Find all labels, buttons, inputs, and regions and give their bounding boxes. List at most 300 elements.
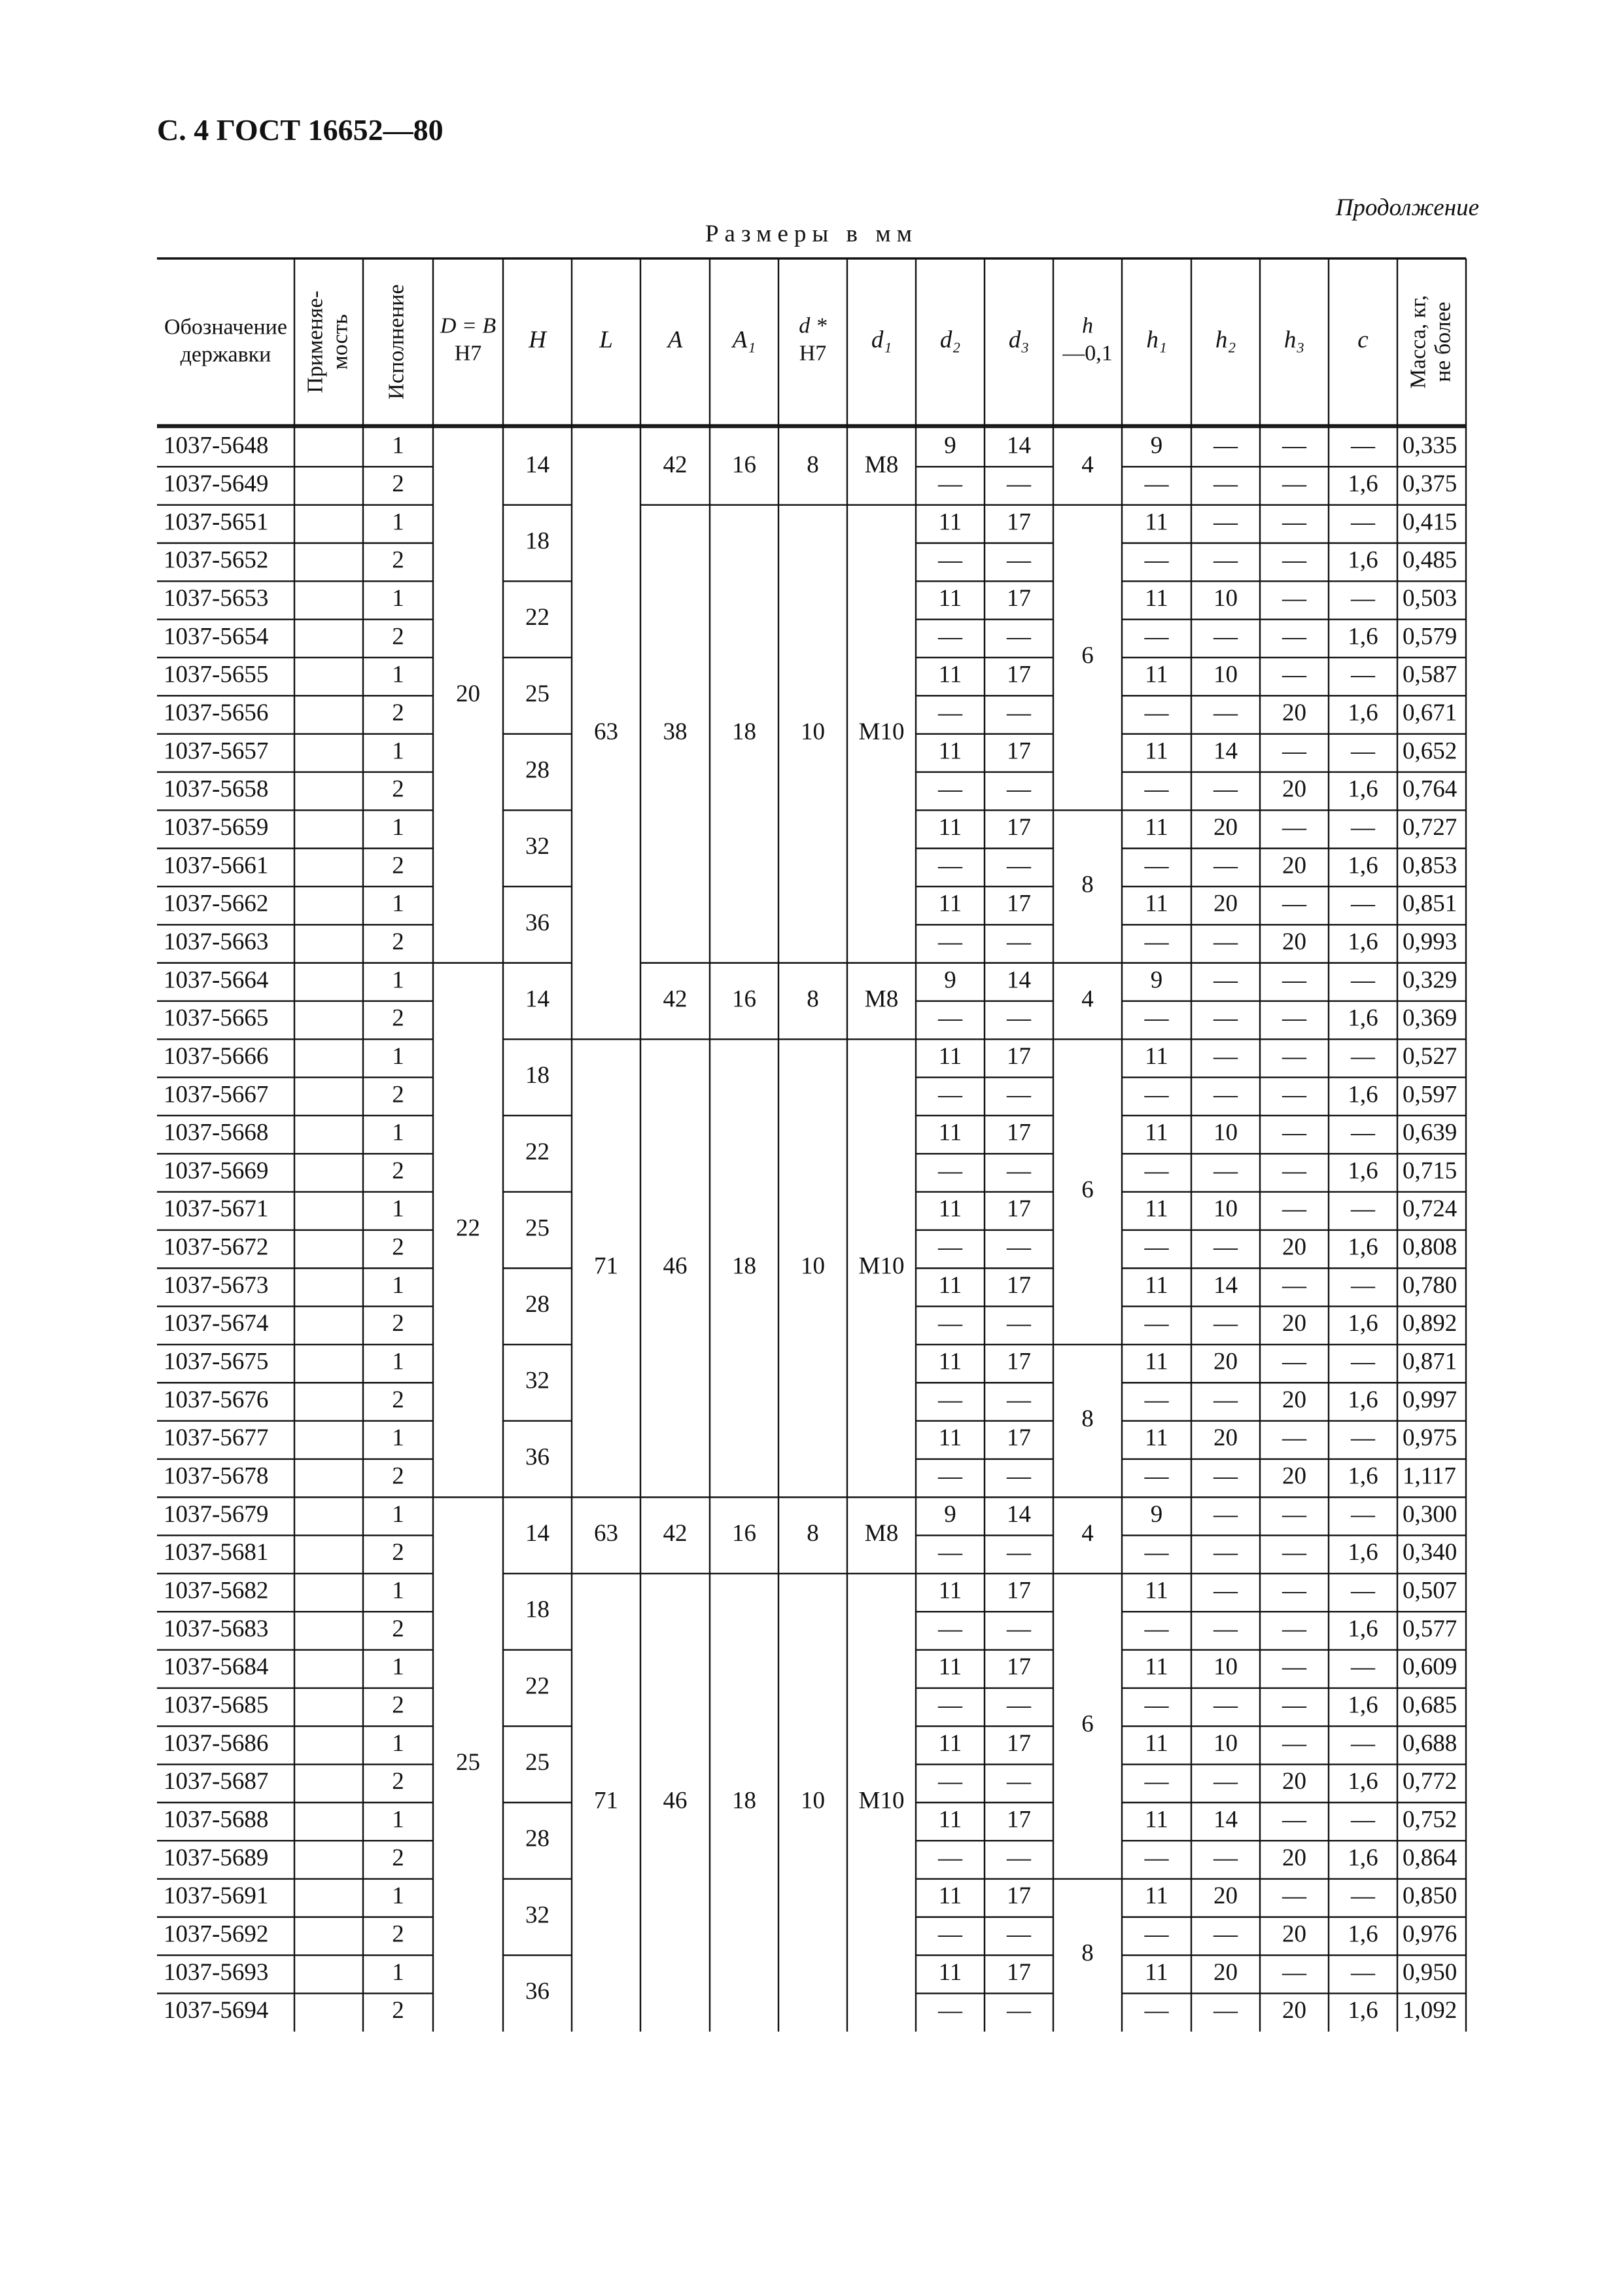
cell-mass: 0,329 — [1403, 966, 1457, 994]
cell-version: 2 — [392, 1920, 404, 1948]
cell-H: 25 — [525, 1749, 550, 1776]
cell-mass: 0,727 — [1403, 813, 1457, 841]
cell-h3: — — [1282, 1958, 1306, 1986]
cell-version: 1 — [392, 966, 404, 994]
cell-d3: — — [1007, 1233, 1031, 1261]
cell-h: 4 — [1081, 985, 1094, 1013]
cell-mass: 0,997 — [1403, 1386, 1457, 1413]
cell-version: 2 — [392, 1004, 404, 1032]
cell-h2: — — [1213, 1920, 1238, 1948]
cell-h2: 20 — [1213, 1958, 1238, 1986]
cell-designation: 1037-5671 — [164, 1195, 269, 1223]
cell-c: — — [1351, 1119, 1375, 1146]
cell-d2: — — [938, 1920, 962, 1948]
cell-d3: 17 — [1007, 508, 1031, 536]
cell-mass: 0,597 — [1403, 1081, 1457, 1108]
cell-d2: 11 — [938, 813, 962, 841]
cell-mass: 0,871 — [1403, 1348, 1457, 1375]
cell-H: 22 — [525, 1138, 550, 1165]
cell-h: 6 — [1081, 642, 1094, 669]
cell-version: 1 — [392, 1042, 404, 1070]
cell-d3: — — [1007, 1081, 1031, 1108]
cell-h1: 9 — [1150, 432, 1163, 459]
cell-h3: 20 — [1282, 852, 1306, 879]
cell-d3: 17 — [1007, 890, 1031, 917]
cell-h2: — — [1213, 928, 1238, 955]
page-title: С. 4 ГОСТ 16652—80 — [157, 113, 444, 147]
cell-h2: — — [1213, 546, 1238, 574]
cell-c: — — [1351, 1424, 1375, 1452]
cell-h3: — — [1282, 661, 1306, 688]
cell-mass: 0,415 — [1403, 508, 1457, 536]
cell-designation: 1037-5654 — [164, 623, 269, 650]
cell-d2: — — [938, 1768, 962, 1795]
cell-mass: 0,375 — [1403, 470, 1457, 497]
cell-h3: — — [1282, 1577, 1306, 1604]
cell-version: 2 — [392, 928, 404, 955]
cell-h2: — — [1213, 1462, 1238, 1490]
cell-mass: 0,715 — [1403, 1157, 1457, 1184]
cell-h3: — — [1282, 1615, 1306, 1642]
cell-H: 22 — [525, 1672, 550, 1700]
cell-h3: — — [1282, 1119, 1306, 1146]
cell-d3: 14 — [1007, 966, 1031, 994]
cell-version: 1 — [392, 1195, 404, 1223]
cell-d2: 11 — [938, 1653, 962, 1681]
cell-d2: 11 — [938, 1042, 962, 1070]
cell-h2: 10 — [1213, 1119, 1238, 1146]
cell-h3: 20 — [1282, 775, 1306, 803]
header-version: Исполнение — [384, 284, 409, 400]
cell-d3: 17 — [1007, 1729, 1031, 1757]
cell-h2: 10 — [1213, 1729, 1238, 1757]
cell-designation: 1037-5665 — [164, 1004, 269, 1032]
cell-h1: 11 — [1145, 737, 1168, 765]
cell-c: 1,6 — [1348, 775, 1378, 803]
cell-d2: 9 — [944, 966, 956, 994]
cell-mass: 0,335 — [1403, 432, 1457, 459]
cell-mass: 0,892 — [1403, 1310, 1457, 1337]
cell-d3: 17 — [1007, 1577, 1031, 1604]
cell-designation: 1037-5672 — [164, 1233, 269, 1261]
cell-d2: — — [938, 1233, 962, 1261]
header-d3: d₃ — [1008, 326, 1030, 353]
cell-designation: 1037-5682 — [164, 1577, 269, 1604]
cell-c: — — [1351, 661, 1375, 688]
cell-version: 1 — [392, 737, 404, 765]
cell-version: 1 — [392, 1653, 404, 1681]
cell-h3: — — [1282, 432, 1306, 459]
cell-h1: 11 — [1145, 1882, 1168, 1910]
cell-H: 18 — [525, 1062, 550, 1089]
header-h2: h₂ — [1215, 326, 1236, 353]
cell-designation: 1037-5664 — [164, 966, 269, 994]
cell-d2: — — [938, 1844, 962, 1871]
cell-designation: 1037-5684 — [164, 1653, 269, 1681]
cell-mass: 0,300 — [1403, 1500, 1457, 1528]
cell-d2: — — [938, 928, 962, 955]
cell-d2: 11 — [938, 1119, 962, 1146]
cell-mass: 0,671 — [1403, 699, 1457, 726]
cell-d2: — — [938, 1004, 962, 1032]
cell-designation: 1037-5673 — [164, 1271, 269, 1299]
cell-h: 6 — [1081, 1710, 1094, 1738]
cell-h1: 11 — [1145, 508, 1168, 536]
cell-A1: 18 — [732, 1252, 756, 1280]
cell-mass: 0,639 — [1403, 1119, 1457, 1146]
cell-designation: 1037-5685 — [164, 1691, 269, 1719]
cell-d3: — — [1007, 1768, 1031, 1795]
cell-h3: 20 — [1282, 1462, 1306, 1490]
cell-h3: 20 — [1282, 699, 1306, 726]
cell-d: 8 — [807, 985, 819, 1013]
cell-d2: 11 — [938, 1882, 962, 1910]
cell-H: 22 — [525, 604, 550, 631]
cell-d3: — — [1007, 623, 1031, 650]
cell-version: 1 — [392, 661, 404, 688]
cell-d2: — — [938, 1081, 962, 1108]
cell-h1: — — [1144, 470, 1169, 497]
cell-h2: — — [1213, 432, 1238, 459]
cell-d3: 14 — [1007, 1500, 1031, 1528]
cell-version: 2 — [392, 1615, 404, 1642]
cell-h2: — — [1213, 1691, 1238, 1719]
cell-mass: 0,851 — [1403, 890, 1457, 917]
cell-mass: 0,808 — [1403, 1233, 1457, 1261]
cell-d2: — — [938, 1310, 962, 1337]
cell-d3: 17 — [1007, 1348, 1031, 1375]
header-A1: A₁ — [732, 326, 756, 353]
cell-h3: — — [1282, 1157, 1306, 1184]
cell-h2: 20 — [1213, 1882, 1238, 1910]
cell-d1: M10 — [858, 718, 905, 746]
cell-H: 14 — [525, 1520, 550, 1547]
header-applicability: мость — [328, 314, 353, 370]
cell-mass: 0,853 — [1403, 852, 1457, 879]
cell-version: 2 — [392, 546, 404, 574]
cell-d2: 11 — [938, 1806, 962, 1833]
cell-d1: M8 — [864, 451, 899, 478]
cell-version: 1 — [392, 1806, 404, 1833]
cell-h1: 11 — [1145, 890, 1168, 917]
header-mass: Масса, кг, — [1406, 294, 1431, 389]
cell-designation: 1037-5683 — [164, 1615, 269, 1642]
cell-d3: — — [1007, 1462, 1031, 1490]
cell-mass: 0,609 — [1403, 1653, 1457, 1681]
cell-h2: — — [1213, 1615, 1238, 1642]
cell-h3: — — [1282, 623, 1306, 650]
cell-h2: — — [1213, 699, 1238, 726]
cell-mass: 0,780 — [1403, 1271, 1457, 1299]
cell-d3: 17 — [1007, 1195, 1031, 1223]
cell-h1: 11 — [1145, 1653, 1168, 1681]
cell-h3: — — [1282, 1729, 1306, 1757]
cell-h2: 10 — [1213, 1195, 1238, 1223]
cell-version: 2 — [392, 699, 404, 726]
cell-version: 2 — [392, 1691, 404, 1719]
cell-d: 10 — [801, 1787, 825, 1814]
cell-d2: 11 — [938, 661, 962, 688]
cell-mass: 0,369 — [1403, 1004, 1457, 1032]
cell-h2: 10 — [1213, 1653, 1238, 1681]
cell-h2: — — [1213, 775, 1238, 803]
cell-version: 1 — [392, 1271, 404, 1299]
cell-version: 2 — [392, 852, 404, 879]
header-d: d * — [799, 313, 827, 338]
header-d1: d₁ — [871, 326, 892, 353]
cell-c: — — [1351, 508, 1375, 536]
cell-h3: — — [1282, 737, 1306, 765]
cell-c: 1,6 — [1348, 1997, 1378, 2024]
cell-h1: — — [1144, 1310, 1169, 1337]
cell-designation: 1037-5649 — [164, 470, 269, 497]
cell-designation: 1037-5661 — [164, 852, 269, 879]
cell-d2: 11 — [938, 1348, 962, 1375]
cell-h3: — — [1282, 890, 1306, 917]
cell-d2: — — [938, 1462, 962, 1490]
cell-h3: — — [1282, 584, 1306, 612]
cell-designation: 1037-5657 — [164, 737, 269, 765]
cell-h1: — — [1144, 699, 1169, 726]
cell-d2: — — [938, 852, 962, 879]
cell-h1: 11 — [1145, 661, 1168, 688]
header-L: L — [599, 326, 613, 353]
cell-H: 25 — [525, 1214, 550, 1242]
cell-c: 1,6 — [1348, 1004, 1378, 1032]
cell-h1: — — [1144, 1691, 1169, 1719]
cell-h2: — — [1213, 1997, 1238, 2024]
cell-H: 18 — [525, 527, 550, 555]
cell-c: — — [1351, 1882, 1375, 1910]
cell-mass: 0,975 — [1403, 1424, 1457, 1452]
cell-h1: — — [1144, 1920, 1169, 1948]
cell-d3: — — [1007, 470, 1031, 497]
cell-h1: — — [1144, 1768, 1169, 1795]
cell-mass: 0,579 — [1403, 623, 1457, 650]
cell-version: 1 — [392, 584, 404, 612]
cell-version: 2 — [392, 1462, 404, 1490]
cell-c: — — [1351, 1806, 1375, 1833]
cell-version: 2 — [392, 623, 404, 650]
cell-A1: 18 — [732, 718, 756, 746]
cell-h2: 14 — [1213, 1271, 1238, 1299]
cell-h2: 10 — [1213, 661, 1238, 688]
cell-d2: — — [938, 775, 962, 803]
cell-c: 1,6 — [1348, 1539, 1378, 1566]
cell-c: — — [1351, 1958, 1375, 1986]
cell-H: 28 — [525, 1825, 550, 1852]
cell-designation: 1037-5653 — [164, 584, 269, 612]
cell-h1: 11 — [1145, 1806, 1168, 1833]
cell-H: 18 — [525, 1596, 550, 1623]
cell-mass: 0,950 — [1403, 1958, 1457, 1986]
cell-mass: 0,993 — [1403, 928, 1457, 955]
cell-h2: 20 — [1213, 1424, 1238, 1452]
cell-h1: — — [1144, 1539, 1169, 1566]
cell-A: 38 — [663, 718, 688, 746]
cell-version: 2 — [392, 1233, 404, 1261]
cell-c: 1,6 — [1348, 623, 1378, 650]
cell-d2: 11 — [938, 1958, 962, 1986]
cell-version: 1 — [392, 1882, 404, 1910]
cell-c: 1,6 — [1348, 1233, 1378, 1261]
cell-version: 2 — [392, 1386, 404, 1413]
cell-d3: — — [1007, 1004, 1031, 1032]
cell-version: 2 — [392, 1997, 404, 2024]
cell-version: 2 — [392, 1539, 404, 1566]
header-h: h — [1082, 313, 1093, 338]
header-A: A — [667, 326, 683, 353]
cell-h2: — — [1213, 1042, 1238, 1070]
header-c: c — [1357, 326, 1369, 353]
cell-H: 25 — [525, 680, 550, 707]
cell-mass: 1,117 — [1403, 1462, 1456, 1490]
cell-H: 32 — [525, 1367, 550, 1394]
cell-d3: 17 — [1007, 1958, 1031, 1986]
header-h3: h₃ — [1283, 326, 1305, 353]
cell-c: — — [1351, 1348, 1375, 1375]
cell-h3: — — [1282, 1081, 1306, 1108]
cell-d2: 11 — [938, 890, 962, 917]
cell-h1: — — [1144, 928, 1169, 955]
cell-h3: 20 — [1282, 928, 1306, 955]
cell-c: — — [1351, 1577, 1375, 1604]
cell-designation: 1037-5681 — [164, 1539, 269, 1566]
cell-h3: 20 — [1282, 1233, 1306, 1261]
cell-h1: 11 — [1145, 1195, 1168, 1223]
cell-mass: 0,764 — [1403, 775, 1457, 803]
cell-h1: — — [1144, 546, 1169, 574]
cell-c: 1,6 — [1348, 852, 1378, 879]
cell-H: 32 — [525, 833, 550, 860]
cell-d1: M10 — [858, 1252, 905, 1280]
cell-d: 10 — [801, 1252, 825, 1280]
cell-designation: 1037-5651 — [164, 508, 269, 536]
cell-A: 42 — [663, 985, 688, 1013]
cell-L: 63 — [594, 718, 618, 746]
header-d2: d₂ — [939, 326, 961, 353]
cell-version: 1 — [392, 1729, 404, 1757]
cell-version: 2 — [392, 1844, 404, 1871]
cell-version: 1 — [392, 1424, 404, 1452]
cell-designation: 1037-5689 — [164, 1844, 269, 1871]
cell-designation: 1037-5694 — [164, 1997, 269, 2024]
header-applicability: Применяе- — [303, 291, 328, 393]
cell-h2: — — [1213, 470, 1238, 497]
cell-designation: 1037-5662 — [164, 890, 269, 917]
cell-H: 32 — [525, 1901, 550, 1929]
cell-c: — — [1351, 1042, 1375, 1070]
cell-version: 1 — [392, 432, 404, 459]
cell-d2: 9 — [944, 1500, 956, 1528]
cell-d3: — — [1007, 1844, 1031, 1871]
cell-h1: — — [1144, 1615, 1169, 1642]
cell-h1: — — [1144, 852, 1169, 879]
continuation-label: Продолжение — [1335, 194, 1479, 221]
cell-h2: 14 — [1213, 1806, 1238, 1833]
cell-d3: — — [1007, 699, 1031, 726]
cell-h2: 20 — [1213, 890, 1238, 917]
cell-designation: 1037-5667 — [164, 1081, 269, 1108]
cell-h2: — — [1213, 1768, 1238, 1795]
cell-H: 36 — [525, 1443, 550, 1471]
cell-d3: 17 — [1007, 1424, 1031, 1452]
cell-designation: 1037-5668 — [164, 1119, 269, 1146]
cell-version: 1 — [392, 1119, 404, 1146]
cell-c: 1,6 — [1348, 1768, 1378, 1795]
cell-A: 42 — [663, 451, 688, 478]
cell-h3: — — [1282, 1424, 1306, 1452]
cell-h1: — — [1144, 623, 1169, 650]
cell-L: 71 — [594, 1787, 618, 1814]
cell-designation: 1037-5688 — [164, 1806, 269, 1833]
cell-c: — — [1351, 432, 1375, 459]
cell-h3: 20 — [1282, 1997, 1306, 2024]
cell-d3: — — [1007, 775, 1031, 803]
cell-designation: 1037-5691 — [164, 1882, 269, 1910]
cell-mass: 0,485 — [1403, 546, 1457, 574]
cell-c: 1,6 — [1348, 699, 1378, 726]
cell-mass: 0,503 — [1403, 584, 1457, 612]
cell-d2: — — [938, 1539, 962, 1566]
cell-h3: 20 — [1282, 1386, 1306, 1413]
cell-h2: — — [1213, 1081, 1238, 1108]
cell-designation: 1037-5658 — [164, 775, 269, 803]
cell-mass: 0,724 — [1403, 1195, 1457, 1223]
cell-d2: — — [938, 1157, 962, 1184]
cell-d1: M10 — [858, 1787, 905, 1814]
cell-H: 28 — [525, 1291, 550, 1318]
cell-H: 36 — [525, 1978, 550, 2005]
header-D: D = B — [440, 313, 497, 338]
cell-mass: 0,340 — [1403, 1539, 1457, 1566]
cell-designation: 1037-5692 — [164, 1920, 269, 1948]
cell-h1: — — [1144, 1386, 1169, 1413]
header-h1: h₁ — [1146, 326, 1167, 353]
cell-A1: 16 — [732, 985, 756, 1013]
cell-designation: 1037-5666 — [164, 1042, 269, 1070]
cell-d3: — — [1007, 852, 1031, 879]
cell-designation: 1037-5675 — [164, 1348, 269, 1375]
cell-h: 4 — [1081, 1520, 1094, 1547]
cell-c: — — [1351, 1729, 1375, 1757]
cell-H: 14 — [525, 985, 550, 1013]
cell-D: 22 — [456, 1214, 480, 1242]
cell-c: — — [1351, 1500, 1375, 1528]
cell-designation: 1037-5686 — [164, 1729, 269, 1757]
cell-version: 1 — [392, 1348, 404, 1375]
cell-d2: 11 — [938, 1577, 962, 1604]
cell-d3: — — [1007, 546, 1031, 574]
cell-d2: — — [938, 1997, 962, 2024]
cell-designation: 1037-5679 — [164, 1500, 269, 1528]
cell-h: 8 — [1081, 871, 1094, 898]
cell-version: 1 — [392, 1577, 404, 1604]
cell-h3: — — [1282, 1271, 1306, 1299]
cell-c: 1,6 — [1348, 1386, 1378, 1413]
cell-h1: — — [1144, 1081, 1169, 1108]
cell-h3: 20 — [1282, 1310, 1306, 1337]
cell-designation: 1037-5674 — [164, 1310, 269, 1337]
cell-d3: — — [1007, 928, 1031, 955]
cell-h3: 20 — [1282, 1844, 1306, 1871]
cell-c: — — [1351, 966, 1375, 994]
cell-h2: — — [1213, 1157, 1238, 1184]
header-d-tolerance: H7 — [799, 341, 827, 366]
cell-h3: — — [1282, 470, 1306, 497]
cell-D: 25 — [456, 1749, 480, 1776]
cell-d3: — — [1007, 1539, 1031, 1566]
